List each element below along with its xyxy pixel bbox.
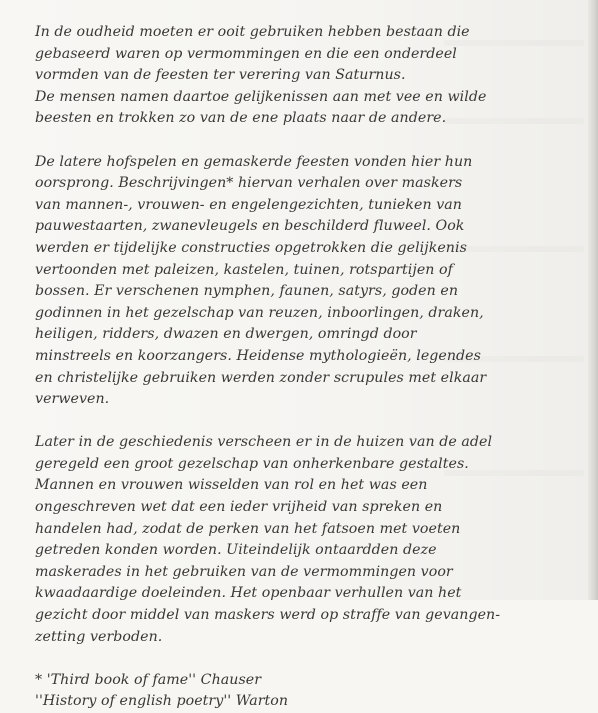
text-line: Later in de geschiedenis verscheen er in de huizen van de adel xyxy=(35,434,493,451)
text-line: De latere hofspelen en gemaskerde feesten vonden hier hun xyxy=(35,153,473,170)
text-line: gezicht door middel van maskers werd op straffe van gevangen- xyxy=(35,607,501,624)
text-line: handelen had, zodat de perken van het fatsoen met voeten xyxy=(35,520,461,537)
text-line: vormden van de feesten ter verering van Saturnus. xyxy=(35,67,406,84)
text-line: maskerades in het gebruiken van de vermommingen voor xyxy=(35,563,453,580)
text-line: werden er tijdelijke constructies opgetrokken die gelijkenis xyxy=(35,239,467,256)
text-line: godinnen in het gezelschap van reuzen, inboorlingen, draken, xyxy=(35,304,484,321)
paragraph-2 xyxy=(35,152,595,411)
text-line: Mannen en vrouwen wisselden van rol en het was een xyxy=(35,477,428,494)
paragraph-1 xyxy=(35,22,595,130)
body-text xyxy=(35,22,595,713)
text-line: kwaadaardige doeleinden. Het openbaar verhullen van het xyxy=(35,585,462,602)
text-line: heiligen, ridders, dwazen en dwergen, omringd door xyxy=(35,326,417,343)
text-line: gebaseerd waren op vermommingen en die een onderdeel xyxy=(35,45,457,62)
text-line: bossen. Er verschenen nymphen, faunen, satyrs, goden en xyxy=(35,283,459,300)
text-line: en christelijke gebruiken werden zonder scrupules met elkaar xyxy=(35,369,487,386)
text-line: pauwestaarten, zwanevleugels en beschilderd fluweel. Ook xyxy=(35,218,465,235)
text-line: oorsprong. Beschrijvingen* hiervan verhalen over maskers xyxy=(35,175,463,192)
text-line: geregeld een groot gezelschap van onherkenbare gestaltes. xyxy=(35,455,469,472)
text-line: ongeschreven wet dat een ieder vrijheid van spreken en xyxy=(35,499,443,516)
footnote: ''History of english poetry'' Warton xyxy=(35,693,289,710)
text-line: minstreels en koorzangers. Heidense mythologieën, legendes xyxy=(35,347,481,364)
text-line: zetting verboden. xyxy=(35,628,163,645)
footnote: * 'Third book of fame'' Chauser xyxy=(35,671,262,688)
text-line: van mannen-, vrouwen- en engelengezichten, tunieken van xyxy=(35,196,462,213)
text-line: vertoonden met paleizen, kastelen, tuinen, rotspartijen of xyxy=(35,261,453,278)
text-line: De mensen namen daartoe gelijkenissen aan met vee en wilde xyxy=(35,88,487,105)
paragraph-3 xyxy=(35,432,595,648)
text-line: getreden konden worden. Uiteindelijk ontaardden deze xyxy=(35,542,437,559)
text-line: In de oudheid moeten er ooit gebruiken hebben bestaan die xyxy=(35,24,470,40)
text-line: verweven. xyxy=(35,391,110,408)
text-line: beesten en trokken zo van de ene plaats naar de andere. xyxy=(35,110,447,127)
footnotes xyxy=(35,670,595,713)
